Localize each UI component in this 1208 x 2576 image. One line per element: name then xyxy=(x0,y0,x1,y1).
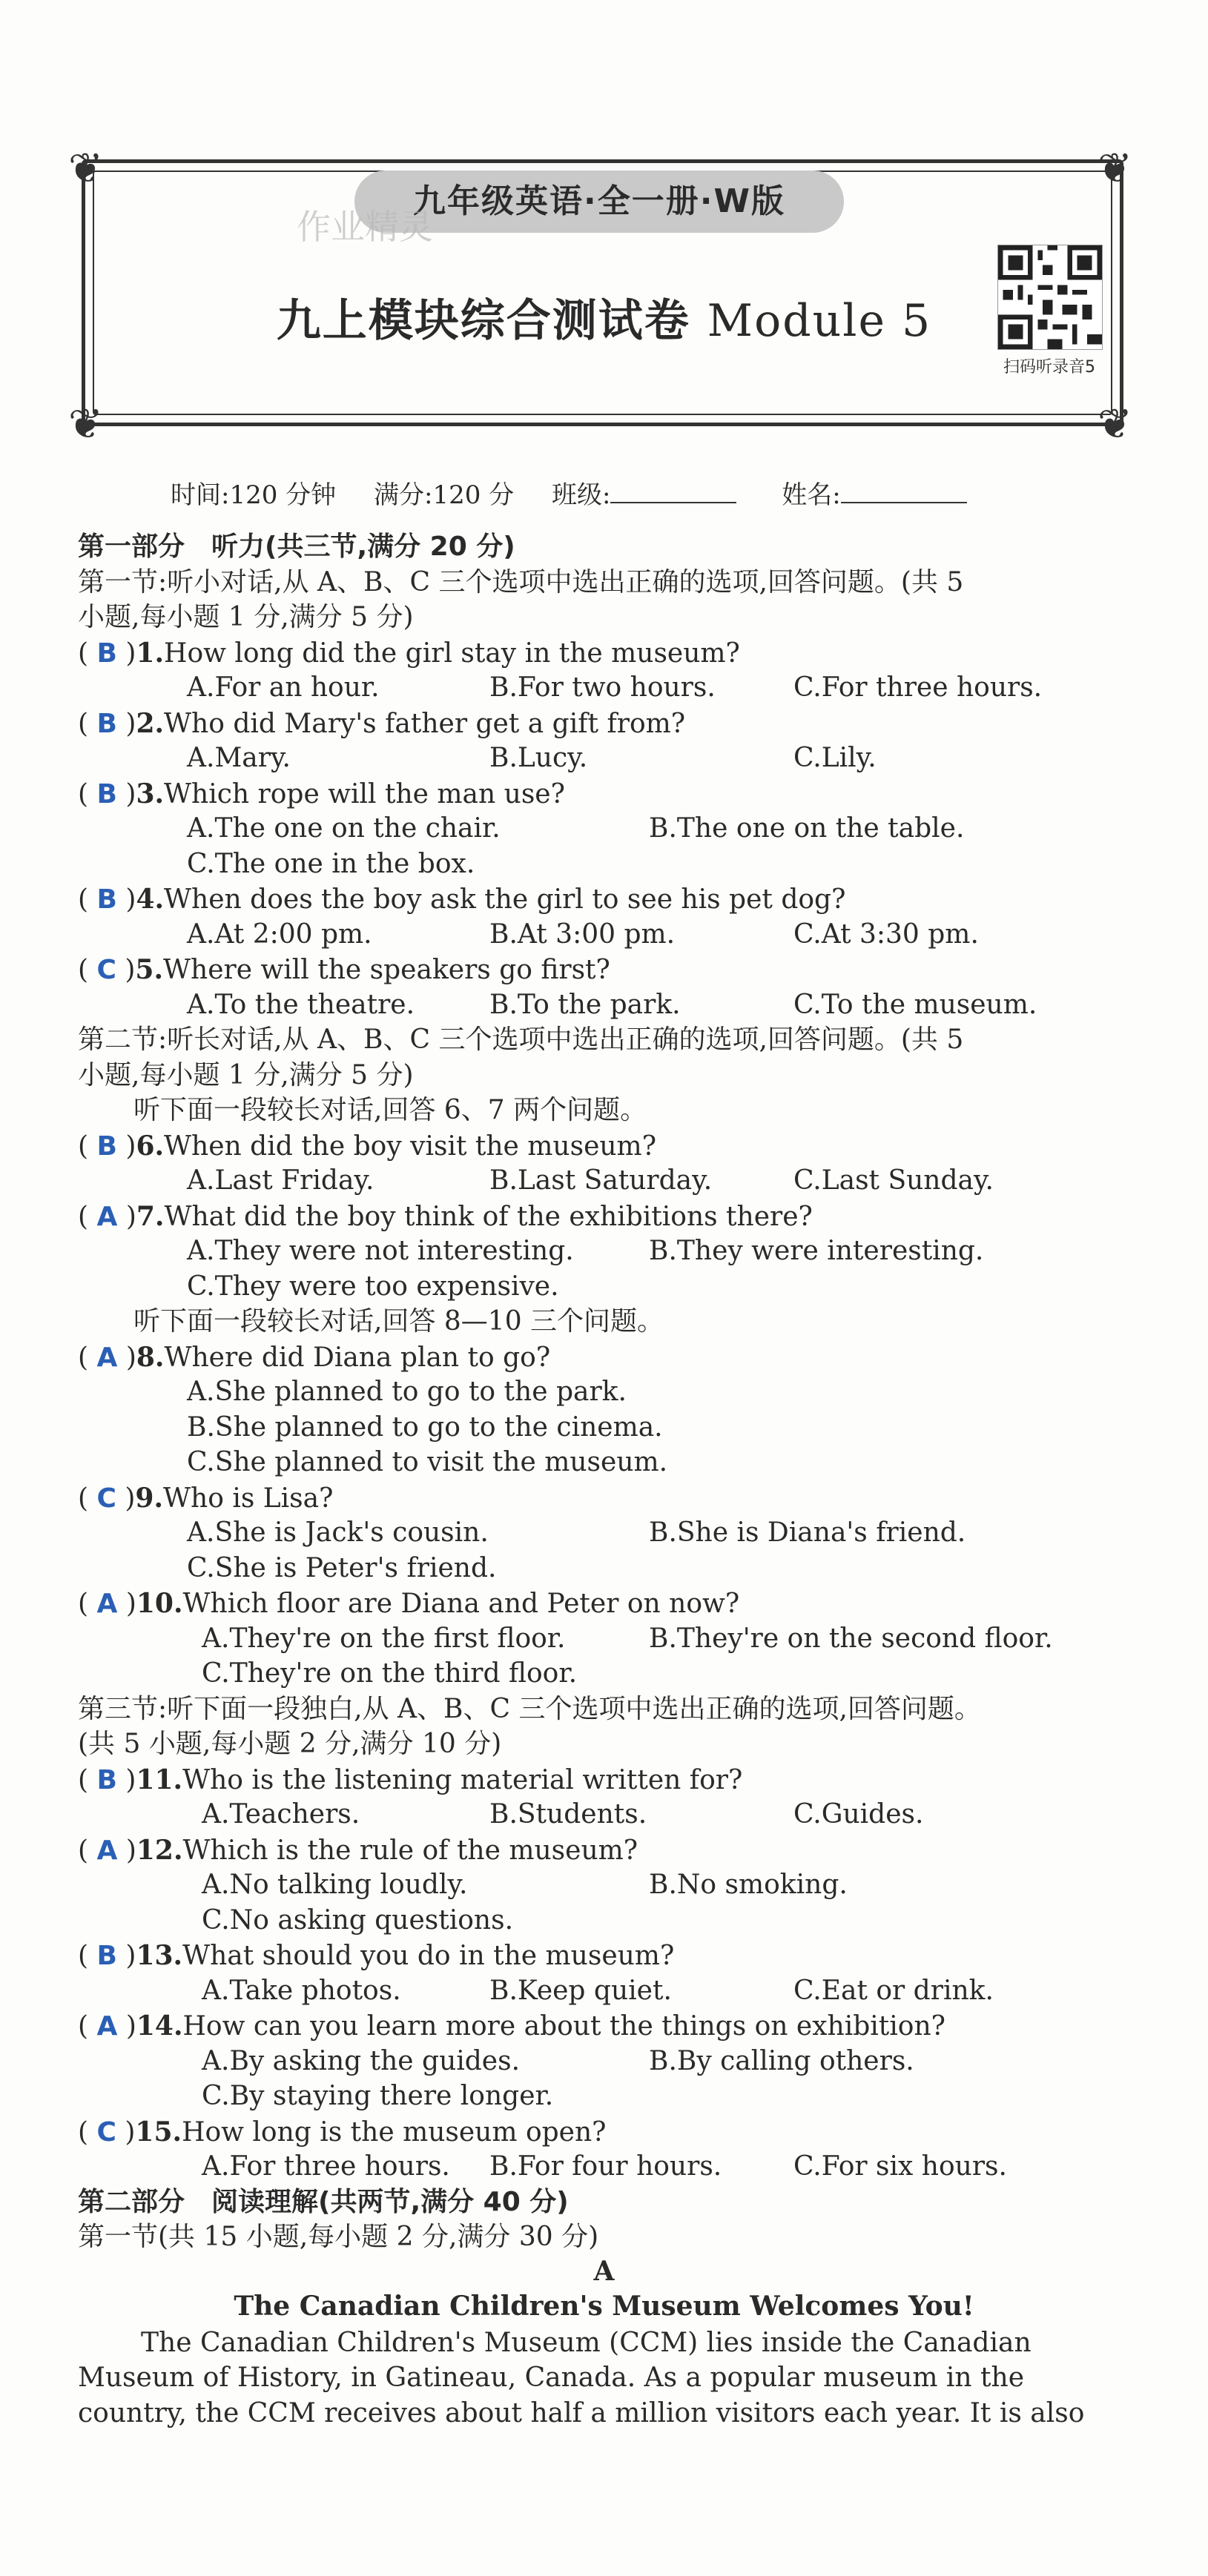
answer-letter: C xyxy=(96,955,116,985)
option-b[interactable]: B.Last Saturday. xyxy=(489,1165,713,1196)
answer-letter: A xyxy=(96,1835,118,1866)
option-c[interactable]: C.She is Peter's friend. xyxy=(187,1552,497,1583)
option-a[interactable]: A.By asking the guides. xyxy=(202,2045,521,2076)
option-b[interactable]: B.By calling others. xyxy=(649,2045,914,2076)
question-text: Which is the rule of the museum? xyxy=(182,1835,638,1866)
question-row: ( A )8.Where did Diana plan to go? xyxy=(78,1341,551,1373)
option-b[interactable]: B.Keep quiet. xyxy=(489,1975,672,2006)
option-a[interactable]: A.Take photos. xyxy=(202,1975,401,2006)
qr-code-icon[interactable] xyxy=(997,245,1103,350)
question-number: 12. xyxy=(136,1834,183,1866)
question-number: 13. xyxy=(136,1940,183,1971)
watermark: 作业精灵 xyxy=(297,207,433,247)
option-c[interactable]: C.Eat or drink. xyxy=(793,1975,994,2006)
name-label: 姓名: xyxy=(782,480,841,510)
class-label: 班级: xyxy=(551,480,611,510)
option-a[interactable]: A.At 2:00 pm. xyxy=(187,918,372,950)
corner-ornament-icon: ❦ xyxy=(1098,400,1132,448)
question-text: Which rope will the man use? xyxy=(164,778,565,809)
option-b[interactable]: B.To the park. xyxy=(489,989,681,1020)
option-a[interactable]: A.She planned to go to the park. xyxy=(187,1377,627,1407)
corner-ornament-icon: ❦ xyxy=(68,400,103,448)
score-label: 满分:120 分 xyxy=(373,480,515,510)
option-a[interactable]: A.Last Friday. xyxy=(187,1165,374,1196)
question-row: ( B )2.Who did Mary's father get a gift from? xyxy=(78,707,686,739)
passage-line: Museum of History, in Gatineau, Canada. As a popular museum in the xyxy=(78,2363,1024,2393)
question-text: Who is the listening material written for? xyxy=(182,1764,743,1795)
option-b[interactable]: B.Students. xyxy=(489,1799,647,1830)
option-c[interactable]: C.No asking questions. xyxy=(202,1904,514,1936)
option-a[interactable]: A.To the theatre. xyxy=(187,989,415,1020)
corner-ornament-icon: ❦ xyxy=(68,145,103,193)
option-a[interactable]: A.No talking loudly. xyxy=(202,1870,468,1900)
option-a[interactable]: A.The one on the chair. xyxy=(187,813,501,844)
option-a[interactable]: A.They're on the first floor. xyxy=(202,1623,566,1654)
corner-ornament-icon: ❦ xyxy=(1098,145,1132,193)
question-text: What should you do in the museum? xyxy=(182,1941,675,1971)
answer-letter: B xyxy=(96,884,117,915)
question-text: Where did Diana plan to go? xyxy=(164,1342,551,1373)
answer-letter: B xyxy=(96,638,117,669)
question-row: ( B )3.Which rope will the man use? xyxy=(78,778,565,809)
option-c[interactable]: C.They're on the third floor. xyxy=(202,1658,578,1689)
section-instruction: 第三节:听下面一段独白,从 A、B、C 三个选项中选出正确的选项,回答问题。 xyxy=(78,1693,981,1724)
qr-caption: 扫码听录音5 xyxy=(1003,358,1095,377)
question-row: ( A )12.Which is the rule of the museum? xyxy=(78,1834,638,1866)
time-label: 时间:120 分钟 xyxy=(171,480,337,510)
question-number: 7. xyxy=(136,1200,165,1232)
question-number: 8. xyxy=(136,1341,165,1373)
name-field[interactable] xyxy=(841,480,967,503)
option-b[interactable]: B.The one on the table. xyxy=(649,813,965,844)
question-row: ( B )6.When did the boy visit the museum? xyxy=(78,1130,656,1162)
answer-letter: A xyxy=(96,2011,118,2042)
option-c[interactable]: C.Last Sunday. xyxy=(793,1165,994,1196)
answer-letter: A xyxy=(96,1201,118,1232)
option-a[interactable]: A.They were not interesting. xyxy=(187,1236,574,1266)
option-c[interactable]: C.Guides. xyxy=(793,1799,924,1830)
exam-meta xyxy=(171,474,1004,511)
option-b[interactable]: B.For two hours. xyxy=(489,672,716,703)
option-b[interactable]: B.She is Diana's friend. xyxy=(649,1517,966,1548)
option-c[interactable]: C.For three hours. xyxy=(793,672,1043,703)
question-row: ( A )14.How can you learn more about the things on exhibition? xyxy=(78,2010,945,2042)
question-text: When does the boy ask the girl to see his pet dog? xyxy=(164,884,846,915)
question-number: 10. xyxy=(136,1588,183,1619)
question-row: ( B )1.How long did the girl stay in the museum? xyxy=(78,637,740,669)
section-note: 听下面一段较长对话,回答 8—10 三个问题。 xyxy=(133,1306,664,1337)
option-a[interactable]: A.For an hour. xyxy=(187,672,380,703)
option-c[interactable]: C.She planned to visit the museum. xyxy=(187,1447,668,1477)
option-a[interactable]: A.Mary. xyxy=(187,743,291,773)
passage-title: The Canadian Children's Museum Welcomes You! xyxy=(234,2291,974,2322)
question-row: ( C )9.Who is Lisa? xyxy=(78,1482,334,1514)
option-c[interactable]: C.At 3:30 pm. xyxy=(793,918,979,950)
question-row: ( C )15.How long is the museum open? xyxy=(78,2116,607,2148)
option-c[interactable]: C.Lily. xyxy=(793,743,877,773)
section-instruction: 小题,每小题 1 分,满分 5 分) xyxy=(78,1059,414,1090)
question-text: How long is the museum open? xyxy=(182,2116,607,2148)
answer-letter: B xyxy=(96,1130,117,1162)
passage-letter: A xyxy=(593,2255,615,2287)
question-text: When did the boy visit the museum? xyxy=(164,1130,656,1162)
question-row: ( A )7.What did the boy think of the exhibitions there? xyxy=(78,1200,813,1232)
section-instruction: 第二节:听长对话,从 A、B、C 三个选项中选出正确的选项,回答问题。(共 5 xyxy=(78,1024,964,1055)
section-instruction: 第一节:听小对话,从 A、B、C 三个选项中选出正确的选项,回答问题。(共 5 xyxy=(78,566,964,597)
question-number: 15. xyxy=(135,2116,182,2148)
answer-letter: B xyxy=(96,1764,117,1795)
option-b[interactable]: B.They were interesting. xyxy=(649,1236,984,1266)
option-a[interactable]: A.She is Jack's cousin. xyxy=(187,1517,489,1548)
option-b[interactable]: B.For four hours. xyxy=(489,2151,722,2182)
option-c[interactable]: C.The one in the box. xyxy=(187,848,475,879)
option-b[interactable]: B.She planned to go to the cinema. xyxy=(187,1411,663,1443)
question-row: ( B )4.When does the boy ask the girl to see his pet dog? xyxy=(78,884,846,915)
section-instruction: 第一节(共 15 小题,每小题 2 分,满分 30 分) xyxy=(78,2222,599,2252)
option-c[interactable]: C.For six hours. xyxy=(793,2151,1007,2182)
question-number: 11. xyxy=(136,1764,183,1795)
question-number: 4. xyxy=(136,884,165,915)
question-text: How can you learn more about the things on exhibition? xyxy=(182,2011,945,2042)
question-row: ( B )13.What should you do in the museum? xyxy=(78,1940,675,1971)
section-instruction: (共 5 小题,每小题 2 分,满分 10 分) xyxy=(78,1729,502,1759)
question-number: 14. xyxy=(136,2010,183,2042)
grade-banner: 九年级英语·全一册·W版 xyxy=(354,170,844,233)
question-text: Who did Mary's father get a gift from? xyxy=(164,708,686,739)
option-c[interactable]: C.To the museum. xyxy=(793,989,1037,1020)
question-number: 6. xyxy=(136,1130,165,1162)
part-heading: 第二部分 阅读理解(共两节,满分 40 分) xyxy=(78,2186,569,2217)
section-note: 听下面一段较长对话,回答 6、7 两个问题。 xyxy=(133,1095,647,1125)
question-row: ( C )5.Where will the speakers go first? xyxy=(78,954,610,985)
question-row: ( B )11.Who is the listening material written for? xyxy=(78,1764,743,1795)
question-number: 5. xyxy=(135,954,164,985)
passage-line: The Canadian Children's Museum (CCM) lies inside the Canadian xyxy=(141,2327,1032,2358)
answer-letter: B xyxy=(96,778,117,809)
option-b[interactable]: B.They're on the second floor. xyxy=(649,1623,1053,1654)
title-cn: 九上模块综合测试卷 xyxy=(276,295,690,347)
part-heading: 第一部分 听力(共三节,满分 20 分) xyxy=(78,532,515,562)
option-c[interactable]: C.By staying there longer. xyxy=(202,2081,554,2111)
class-field[interactable] xyxy=(610,480,736,503)
option-a[interactable]: A.Teachers. xyxy=(202,1799,360,1830)
option-a[interactable]: A.For three hours. xyxy=(202,2151,450,2182)
answer-letter: C xyxy=(96,2116,116,2148)
question-number: 1. xyxy=(136,637,165,669)
answer-letter: B xyxy=(96,708,117,739)
title-en: Module 5 xyxy=(707,295,932,347)
answer-letter: B xyxy=(96,1941,117,1971)
section-instruction: 小题,每小题 1 分,满分 5 分) xyxy=(78,602,414,632)
option-b[interactable]: B.No smoking. xyxy=(649,1870,848,1900)
answer-letter: A xyxy=(96,1342,118,1373)
answer-letter: A xyxy=(96,1589,118,1619)
question-text: Which floor are Diana and Peter on now? xyxy=(182,1589,740,1619)
question-text: What did the boy think of the exhibitions there? xyxy=(164,1201,813,1232)
question-number: 9. xyxy=(135,1482,164,1514)
question-number: 2. xyxy=(136,707,165,739)
answer-letter: C xyxy=(96,1483,116,1514)
question-number: 3. xyxy=(136,778,165,809)
option-c[interactable]: C.They were too expensive. xyxy=(187,1271,559,1302)
option-b[interactable]: B.Lucy. xyxy=(489,743,588,773)
option-b[interactable]: B.At 3:00 pm. xyxy=(489,918,676,950)
question-text: Where will the speakers go first? xyxy=(163,955,610,985)
passage-line: country, the CCM receives about half a million visitors each year. It is also xyxy=(78,2397,1085,2428)
question-text: How long did the girl stay in the museum? xyxy=(164,638,740,669)
question-text: Who is Lisa? xyxy=(163,1483,334,1514)
question-row: ( A )10.Which floor are Diana and Peter on now? xyxy=(78,1588,740,1619)
